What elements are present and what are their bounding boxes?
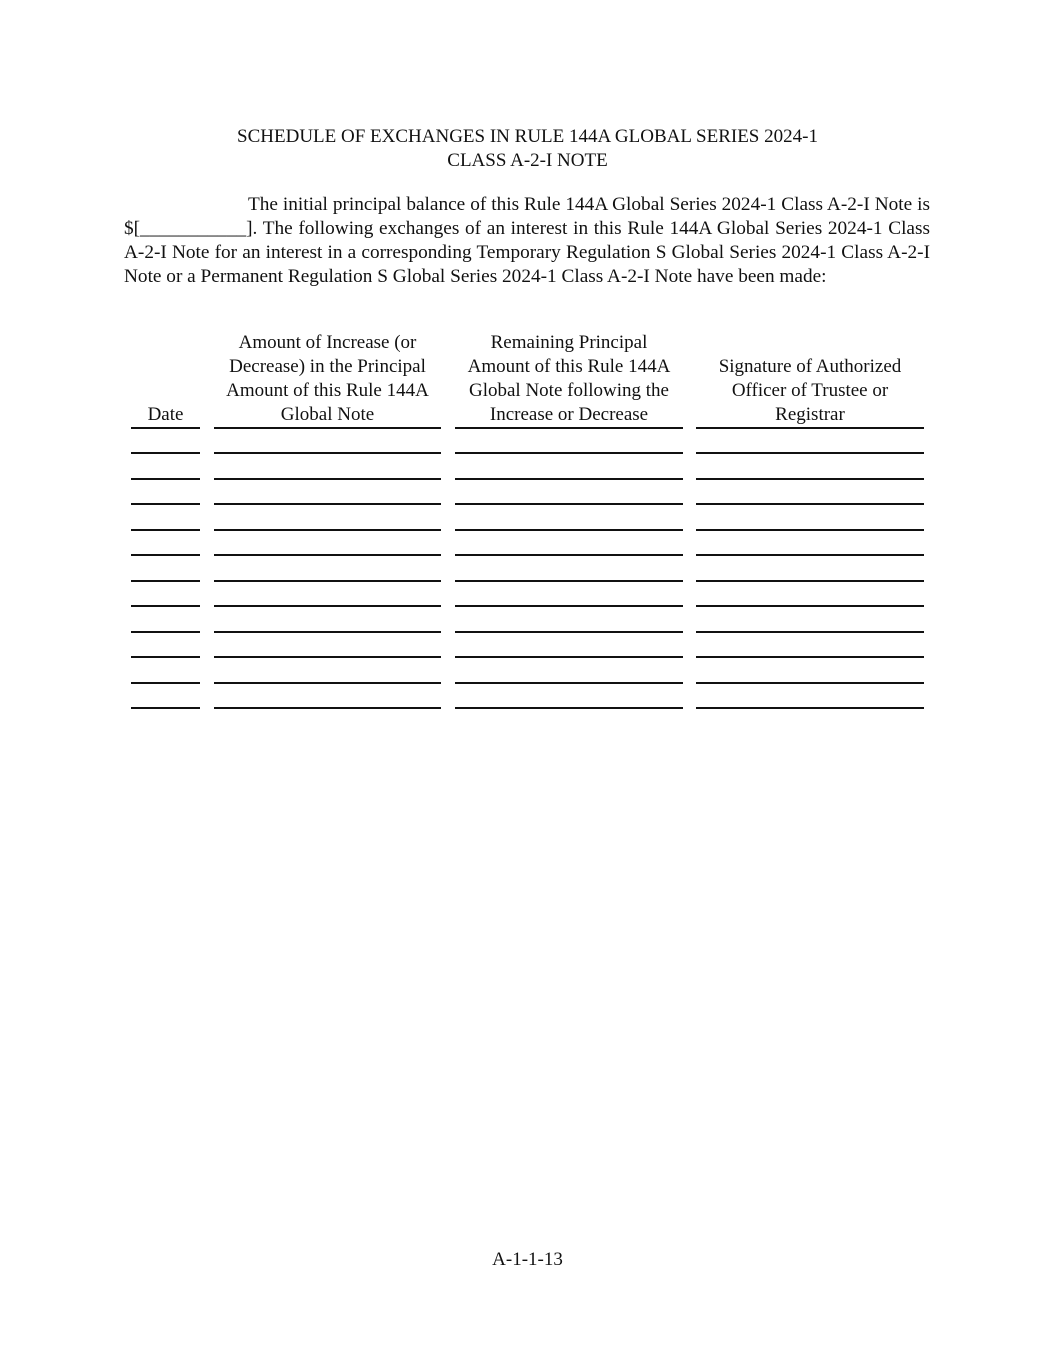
blank-entry-line: [131, 452, 200, 454]
blank-entry-line: [696, 656, 924, 658]
blank-entry-line: [455, 605, 683, 607]
blank-entry-line: [131, 682, 200, 684]
column-header-amount-line: Global Note: [280, 404, 375, 425]
schedule-title-line-2: CLASS A-2-I NOTE: [447, 150, 608, 171]
blank-entry-line: [214, 452, 441, 454]
column-header-signature-line: Signature of Authorized: [718, 356, 902, 377]
column-header-signature: [696, 331, 924, 429]
blank-entry-line: [696, 682, 924, 684]
blank-entry-line: [131, 529, 200, 531]
blank-entry-line: [214, 580, 441, 582]
blank-entry-line: [455, 580, 683, 582]
blank-entry-line: [696, 554, 924, 556]
blank-entry-line: [131, 656, 200, 658]
blank-entry-line: [455, 707, 683, 709]
blank-entry-line: [455, 529, 683, 531]
blank-entry-line: [455, 631, 683, 633]
blank-entry-line: [214, 529, 441, 531]
blank-entry-line: [696, 580, 924, 582]
blank-entry-line: [131, 503, 200, 505]
blank-entry-line: [696, 707, 924, 709]
blank-entry-line: [131, 631, 200, 633]
blank-entry-line: [696, 503, 924, 505]
schedule-title-line-1: SCHEDULE OF EXCHANGES IN RULE 144A GLOBAL SERIES 2024-1: [237, 126, 818, 147]
page-number: A-1-1-13: [492, 1249, 563, 1270]
column-header-signature-line: Officer of Trustee or: [731, 380, 889, 401]
blank-entry-line: [455, 682, 683, 684]
blank-entry-line: [131, 580, 200, 582]
blank-entry-line: [696, 478, 924, 480]
blank-entry-line: [214, 631, 441, 633]
column-header-amount-line: Amount of Increase (or: [238, 332, 417, 353]
blank-entry-line: [131, 707, 200, 709]
column-header-remaining-line: Global Note following the: [469, 380, 669, 401]
blank-entry-line: [214, 554, 441, 556]
blank-entry-line: [455, 656, 683, 658]
blank-entry-line: [696, 529, 924, 531]
column-header-signature-line: Registrar: [775, 404, 845, 425]
blank-entry-line: [214, 605, 441, 607]
intro-paragraph: The initial principal balance of this Rule 144A Global Series 2024-1 Class A-2-I Note is $[___________]. The following exchanges of an interest in this Rule 144A Global Series 2024-1 Class A-2-I Note for an interest in a corresponding Temporary Regulation S Global Series 2024-1 Class A-2-I Note or a Permanent Regulation S Global Series 2024-1 Class A-2-I Note have been made:: [124, 194, 930, 287]
blank-entry-line: [131, 605, 200, 607]
blank-entry-line: [214, 656, 441, 658]
column-header-amount: [214, 331, 441, 429]
blank-entry-line: [214, 707, 441, 709]
blank-entry-line: [455, 452, 683, 454]
blank-entry-line: [696, 631, 924, 633]
blank-entry-line: [131, 478, 200, 480]
column-header-remaining-line: Amount of this Rule 144A: [467, 356, 671, 377]
blank-entry-line: [131, 554, 200, 556]
blank-entry-line: [214, 503, 441, 505]
blank-entry-line: [696, 452, 924, 454]
blank-entry-line: [455, 478, 683, 480]
column-header-date-line: Date: [147, 404, 184, 425]
column-header-date: [131, 331, 200, 429]
blank-entry-line: [214, 478, 441, 480]
column-header-remaining-line: Remaining Principal: [490, 332, 648, 353]
blank-entry-line: [455, 554, 683, 556]
blank-entry-line: [696, 605, 924, 607]
blank-entry-line: [455, 503, 683, 505]
column-header-remaining-line: Increase or Decrease: [489, 404, 649, 425]
column-header-amount-line: Amount of this Rule 144A: [226, 380, 429, 401]
column-header-remaining: [455, 331, 683, 429]
blank-entry-line: [214, 682, 441, 684]
column-header-amount-line: Decrease) in the Principal: [229, 356, 426, 377]
